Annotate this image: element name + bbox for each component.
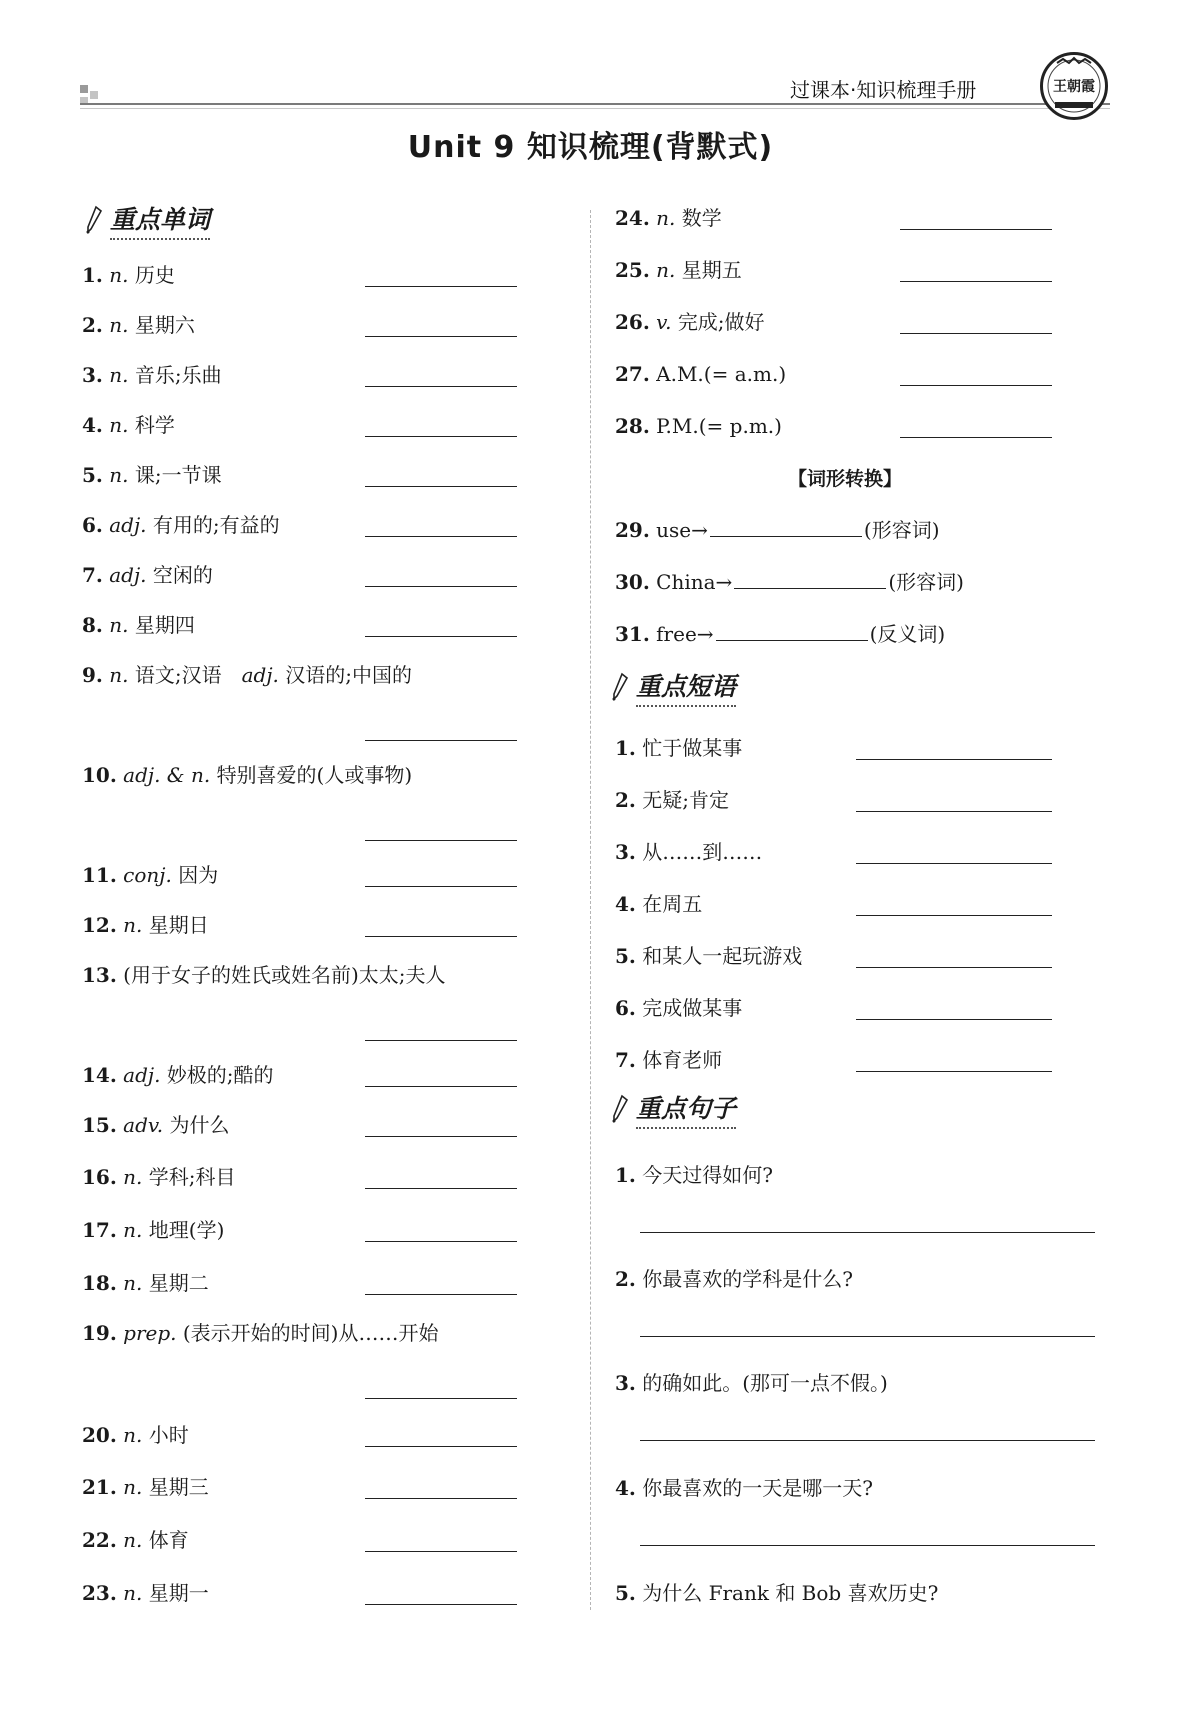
section-words-heading <box>84 203 210 237</box>
part-of-speech: n. <box>123 1165 143 1189</box>
answer-blank[interactable] <box>365 1498 517 1499</box>
answer-blank[interactable] <box>365 586 517 587</box>
phrase-text: 体育老师 <box>642 1048 723 1072</box>
item-number: 3. <box>615 1371 636 1395</box>
word-item <box>82 1112 230 1138</box>
answer-blank[interactable] <box>900 333 1052 334</box>
item-number: 25. <box>615 258 650 282</box>
answer-blank[interactable] <box>856 863 1052 864</box>
word-meaning: 为什么 <box>169 1113 230 1137</box>
answer-blank[interactable] <box>365 1188 517 1189</box>
word-meaning: 星期三 <box>148 1475 209 1499</box>
word-item <box>615 309 765 335</box>
word-item <box>82 962 446 988</box>
answer-blank[interactable] <box>900 281 1052 282</box>
answer-blank[interactable] <box>716 622 868 641</box>
word-form-item <box>615 621 945 647</box>
answer-blank[interactable] <box>900 385 1052 386</box>
item-number: 22. <box>82 1528 117 1552</box>
item-number: 3. <box>615 840 636 864</box>
answer-blank[interactable] <box>710 518 862 537</box>
answer-blank[interactable] <box>856 967 1052 968</box>
phrase-text: 和某人一起玩游戏 <box>642 944 803 968</box>
answer-blank[interactable] <box>365 1040 517 1041</box>
word-meaning: 体育 <box>148 1528 189 1552</box>
word-item <box>82 512 280 538</box>
part-of-speech: n. <box>123 1271 143 1295</box>
sentence-item <box>615 1266 853 1292</box>
word-item <box>82 862 218 888</box>
part-of-speech: adj. & n. <box>123 763 211 787</box>
item-number: 29. <box>615 518 650 542</box>
answer-blank[interactable] <box>365 840 517 841</box>
item-number: 27. <box>615 362 650 386</box>
word-meaning: P.M.(= p.m.) <box>656 414 782 438</box>
page-title: Unit 9 知识梳理(背默式) <box>407 130 774 165</box>
answer-blank[interactable] <box>365 636 517 637</box>
part-of-speech: prep. <box>123 1321 177 1345</box>
answer-blank[interactable] <box>365 1136 517 1137</box>
item-number: 5. <box>615 1581 636 1605</box>
phrase-item <box>615 943 802 969</box>
item-number: 1. <box>82 263 103 287</box>
pen-icon <box>610 1094 630 1124</box>
word-item <box>615 413 782 439</box>
word-item <box>82 1422 189 1448</box>
column-divider <box>590 210 591 1610</box>
word-meaning: 星期日 <box>148 913 209 937</box>
sentence-item <box>615 1475 873 1501</box>
pen-icon <box>84 205 104 235</box>
item-number: 20. <box>82 1423 117 1447</box>
word-item <box>615 205 722 231</box>
phrase-text: 完成做某事 <box>642 996 743 1020</box>
answer-blank[interactable] <box>900 229 1052 230</box>
word-meaning: 数学 <box>681 206 722 230</box>
word-item <box>82 762 412 788</box>
part-of-speech: n. <box>109 463 129 487</box>
part-of-speech: n. <box>123 1218 143 1242</box>
item-number: 4. <box>82 413 103 437</box>
part-of-speech: n. <box>109 313 129 337</box>
item-number: 10. <box>82 763 117 787</box>
word-meaning: 语文;汉语 <box>134 663 222 687</box>
item-number: 17. <box>82 1218 117 1242</box>
sentence-text: 你最喜欢的一天是哪一天? <box>642 1476 873 1500</box>
item-number: 23. <box>82 1581 117 1605</box>
header-rule-thin <box>80 108 1110 109</box>
answer-blank[interactable] <box>856 1071 1052 1072</box>
brand-logo <box>1040 52 1108 120</box>
item-number: 9. <box>82 663 103 687</box>
part-of-speech: n. <box>123 1581 143 1605</box>
phrase-item <box>615 995 742 1021</box>
answer-blank[interactable] <box>640 1440 1095 1441</box>
item-number: 16. <box>82 1165 117 1189</box>
item-number: 8. <box>82 613 103 637</box>
answer-blank[interactable] <box>365 1241 517 1242</box>
word-meaning: (表示开始的时间)从……开始 <box>182 1321 439 1345</box>
answer-blank[interactable] <box>640 1545 1095 1546</box>
answer-blank[interactable] <box>365 1398 517 1399</box>
item-number: 1. <box>615 1163 636 1187</box>
answer-blank[interactable] <box>365 436 517 437</box>
phrase-text: 无疑;肯定 <box>642 788 729 812</box>
sentence-item <box>615 1162 773 1188</box>
part-of-speech: n. <box>656 206 676 230</box>
item-number: 5. <box>615 944 636 968</box>
answer-blank[interactable] <box>856 915 1052 916</box>
item-number: 11. <box>82 863 117 887</box>
answer-blank[interactable] <box>365 1446 517 1447</box>
word-item <box>82 912 209 938</box>
answer-blank[interactable] <box>365 886 517 887</box>
section-phrases-title: 重点短语 <box>636 667 736 707</box>
word-meaning: 星期六 <box>134 313 195 337</box>
word-meaning: 星期一 <box>148 1581 209 1605</box>
word-meaning: 汉语的;中国的 <box>285 663 413 687</box>
word-item <box>82 1164 236 1190</box>
part-of-speech: adv. <box>123 1113 164 1137</box>
part-of-speech: adj. <box>241 663 279 687</box>
item-number: 2. <box>82 313 103 337</box>
part-of-speech: adj. <box>109 513 147 537</box>
item-number: 4. <box>615 1476 636 1500</box>
part-of-speech: conj. <box>123 863 172 887</box>
part-of-speech: n. <box>123 913 143 937</box>
sentence-text: 你最喜欢的学科是什么? <box>642 1267 853 1291</box>
phrase-text: 在周五 <box>642 892 703 916</box>
word-item <box>82 1217 224 1243</box>
form-note: (反义词) <box>869 622 946 646</box>
word-form-item <box>615 569 964 595</box>
answer-blank[interactable] <box>900 437 1052 438</box>
word-item <box>82 1580 209 1606</box>
part-of-speech: n. <box>109 363 129 387</box>
part-of-speech: n. <box>109 413 129 437</box>
word-meaning: 星期二 <box>148 1271 209 1295</box>
pen-icon <box>610 672 630 702</box>
answer-blank[interactable] <box>365 286 517 287</box>
word-meaning: 地理(学) <box>148 1218 225 1242</box>
word-item <box>82 362 222 388</box>
answer-blank[interactable] <box>640 1336 1095 1337</box>
item-number: 4. <box>615 892 636 916</box>
part-of-speech: n. <box>123 1475 143 1499</box>
answer-blank[interactable] <box>365 336 517 337</box>
part-of-speech: adj. <box>109 563 147 587</box>
word-item <box>82 1270 209 1296</box>
word-meaning: 科学 <box>134 413 175 437</box>
word-item <box>615 257 742 283</box>
part-of-speech: n. <box>656 258 676 282</box>
answer-blank[interactable] <box>365 1294 517 1295</box>
word-forms-title: 【词形转换】 <box>787 468 902 490</box>
phrase-text: 从……到…… <box>642 840 763 864</box>
word-meaning: 音乐;乐曲 <box>134 363 222 387</box>
phrase-item <box>615 839 762 865</box>
part-of-speech: adj. <box>123 1063 161 1087</box>
answer-blank[interactable] <box>365 486 517 487</box>
phrase-item <box>615 787 729 813</box>
item-number: 18. <box>82 1271 117 1295</box>
word-meaning: 星期五 <box>681 258 742 282</box>
item-number: 2. <box>615 788 636 812</box>
word-item <box>82 312 195 338</box>
answer-blank[interactable] <box>856 759 1052 760</box>
item-number: 19. <box>82 1321 117 1345</box>
item-number: 6. <box>615 996 636 1020</box>
item-number: 21. <box>82 1475 117 1499</box>
word-item <box>82 1527 189 1553</box>
part-of-speech: n. <box>123 1423 143 1447</box>
part-of-speech: n. <box>109 613 129 637</box>
part-of-speech: n. <box>109 263 129 287</box>
word-meaning: 学科;科目 <box>148 1165 236 1189</box>
item-number: 14. <box>82 1063 117 1087</box>
item-number: 1. <box>615 736 636 760</box>
word-meaning: 因为 <box>178 863 219 887</box>
header-title: 过课本·知识梳理手册 <box>790 77 977 102</box>
word-form-item <box>615 517 940 543</box>
source-word: China→ <box>656 570 733 594</box>
word-meaning: 历史 <box>134 263 175 287</box>
answer-blank[interactable] <box>365 1086 517 1087</box>
answer-blank[interactable] <box>856 811 1052 812</box>
answer-blank[interactable] <box>365 936 517 937</box>
source-word: free→ <box>656 622 714 646</box>
form-note: (形容词) <box>888 570 964 594</box>
word-item <box>82 612 195 638</box>
answer-blank[interactable] <box>365 1551 517 1552</box>
answer-blank[interactable] <box>734 570 886 589</box>
item-number: 24. <box>615 206 650 230</box>
phrase-item <box>615 735 742 761</box>
word-item <box>82 262 175 288</box>
sentence-text: 今天过得如何? <box>642 1163 773 1187</box>
item-number: 28. <box>615 414 650 438</box>
word-meaning: (用于女子的姓氏或姓名前)太太;夫人 <box>123 963 446 987</box>
item-number: 26. <box>615 310 650 334</box>
part-of-speech: v. <box>656 310 672 334</box>
section-phrases-heading <box>610 670 736 704</box>
answer-blank[interactable] <box>365 536 517 537</box>
source-word: use→ <box>656 518 708 542</box>
word-meaning: 有用的;有益的 <box>152 513 280 537</box>
section-sentences-heading <box>610 1092 736 1126</box>
item-number: 30. <box>615 570 650 594</box>
word-meaning: 妙极的;酷的 <box>166 1063 274 1087</box>
word-item <box>615 361 786 387</box>
word-meaning: 特别喜爱的(人或事物) <box>216 763 413 787</box>
item-number: 6. <box>82 513 103 537</box>
phrase-item <box>615 1047 722 1073</box>
section-sentences-title: 重点句子 <box>636 1089 736 1129</box>
answer-blank[interactable] <box>856 1019 1052 1020</box>
item-number: 7. <box>615 1048 636 1072</box>
item-number: 13. <box>82 963 117 987</box>
item-number: 15. <box>82 1113 117 1137</box>
word-item <box>82 662 412 688</box>
answer-blank[interactable] <box>365 386 517 387</box>
word-item <box>82 412 175 438</box>
word-item <box>82 462 222 488</box>
answer-blank[interactable] <box>365 740 517 741</box>
item-number: 31. <box>615 622 650 646</box>
phrase-text: 忙于做某事 <box>642 736 743 760</box>
word-meaning: 课;一节课 <box>134 463 222 487</box>
item-number: 12. <box>82 913 117 937</box>
word-meaning: A.M.(= a.m.) <box>656 362 787 386</box>
word-meaning: 完成;做好 <box>677 310 765 334</box>
word-meaning: 空闲的 <box>152 563 213 587</box>
item-number: 5. <box>82 463 103 487</box>
answer-blank[interactable] <box>640 1232 1095 1233</box>
phrase-item <box>615 891 702 917</box>
word-meaning: 星期四 <box>134 613 195 637</box>
sentence-text: 为什么 Frank 和 Bob 喜欢历史? <box>642 1581 939 1605</box>
item-number: 2. <box>615 1267 636 1291</box>
word-meaning: 小时 <box>148 1423 189 1447</box>
form-note: (形容词) <box>863 518 940 542</box>
logo-text: 王朝霞 <box>1053 79 1095 95</box>
part-of-speech: n. <box>109 663 129 687</box>
part-of-speech: n. <box>123 1528 143 1552</box>
answer-blank[interactable] <box>365 1604 517 1605</box>
sentence-item <box>615 1580 938 1606</box>
sentence-text: 的确如此。(那可一点不假。) <box>642 1371 888 1395</box>
item-number: 7. <box>82 563 103 587</box>
item-number: 3. <box>82 363 103 387</box>
section-words-title: 重点单词 <box>110 200 210 240</box>
sentence-item <box>615 1370 888 1396</box>
word-item <box>82 562 213 588</box>
word-item <box>82 1320 438 1346</box>
word-item <box>82 1062 274 1088</box>
word-item <box>82 1474 209 1500</box>
